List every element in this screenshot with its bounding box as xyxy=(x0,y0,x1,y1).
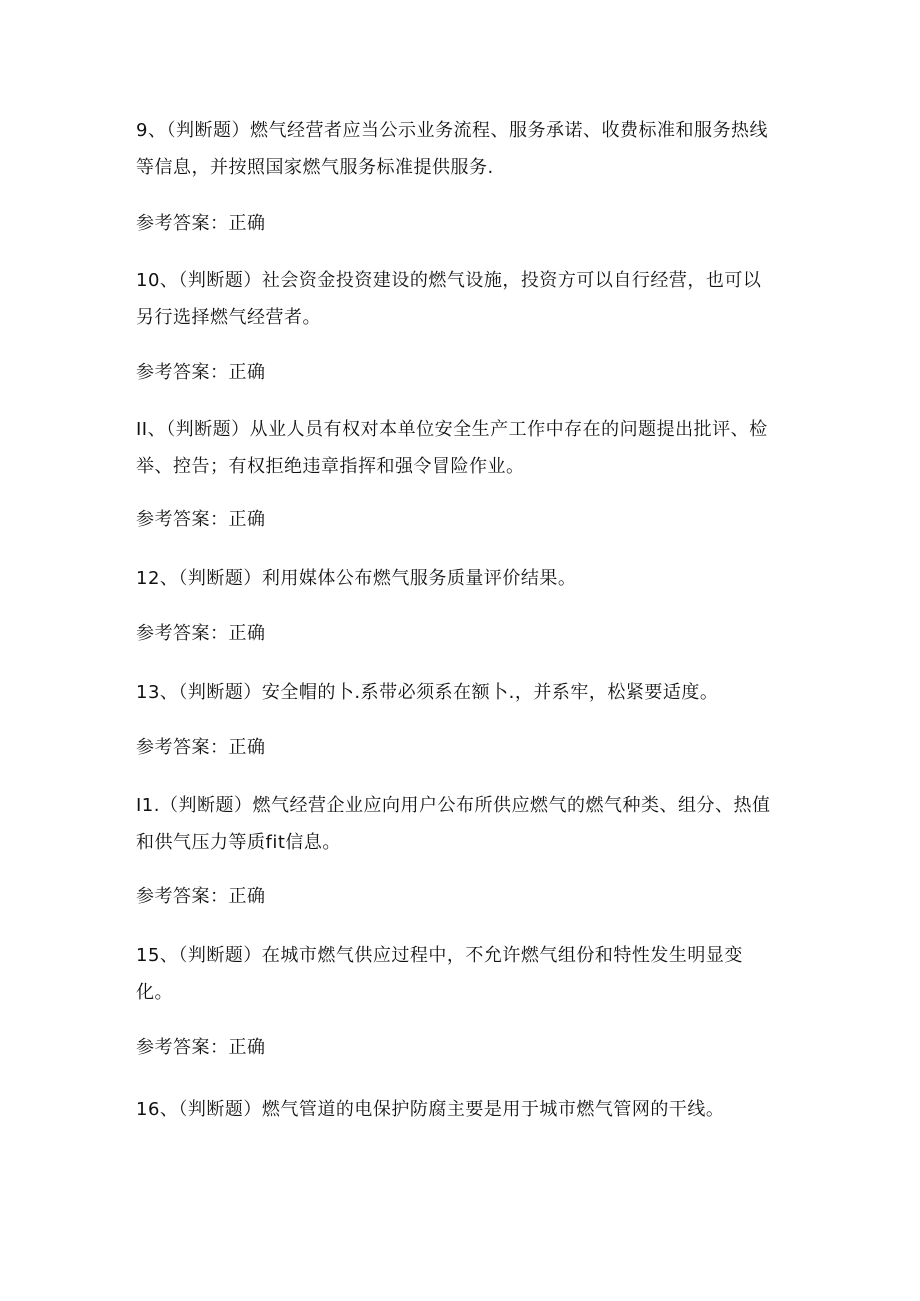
question-16 xyxy=(136,1091,786,1128)
question-text-line: 16、（判断题）燃气管道的电保护防腐主要是用于城市燃气管网的干线。 xyxy=(136,1099,725,1120)
question-10 xyxy=(136,262,786,336)
question-text-line: 和供气压力等质fit信息。 xyxy=(136,832,341,853)
answer-10: 参考答案：正确 xyxy=(136,362,266,383)
question-text-line: 12、（判断题）利用媒体公布燃气服务质量评价结果。 xyxy=(136,568,577,589)
question-text-line: II、（判断题）从业人员有权对本单位安全生产工作中存在的问题提出批评、检 xyxy=(136,419,768,440)
question-text-line: 13、（判断题）安全帽的卜.系带必须系在额卜.，并系牢，松紧要适度。 xyxy=(136,682,719,703)
answer-11: 参考答案：正确 xyxy=(136,509,266,530)
question-15 xyxy=(136,937,786,1011)
question-text-line: I1.（判断题）燃气经营企业应向用户公布所供应燃气的燃气种类、组分、热值 xyxy=(136,795,771,816)
question-text-line: 等信息，并按照国家燃气服务标准提供服务. xyxy=(136,157,494,178)
question-9 xyxy=(136,112,786,186)
question-text-line: 9、（判断题）燃气经营者应当公示业务流程、服务承诺、收费标准和服务热线 xyxy=(136,120,768,141)
question-text-line: 10、（判断题）社会资金投资建设的燃气设施，投资方可以自行经营，也可以 xyxy=(136,270,762,291)
answer-14: 参考答案：正确 xyxy=(136,886,266,907)
answer-15: 参考答案：正确 xyxy=(136,1037,266,1058)
answer-12: 参考答案：正确 xyxy=(136,623,266,644)
question-text-line: 化。 xyxy=(136,982,173,1003)
question-12 xyxy=(136,560,786,597)
answer-9: 参考答案：正确 xyxy=(136,213,266,234)
question-14 xyxy=(136,787,786,861)
question-13 xyxy=(136,674,786,711)
question-text-line: 15、（判断题）在城市燃气供应过程中，不允许燃气组份和特性发生明显变 xyxy=(136,945,743,966)
question-11 xyxy=(136,411,786,485)
answer-13: 参考答案：正确 xyxy=(136,737,266,758)
question-text-line: 另行选择燃气经营者。 xyxy=(136,307,321,328)
question-text-line: 举、控告；有权拒绝违章指挥和强令冒险作业。 xyxy=(136,456,525,477)
